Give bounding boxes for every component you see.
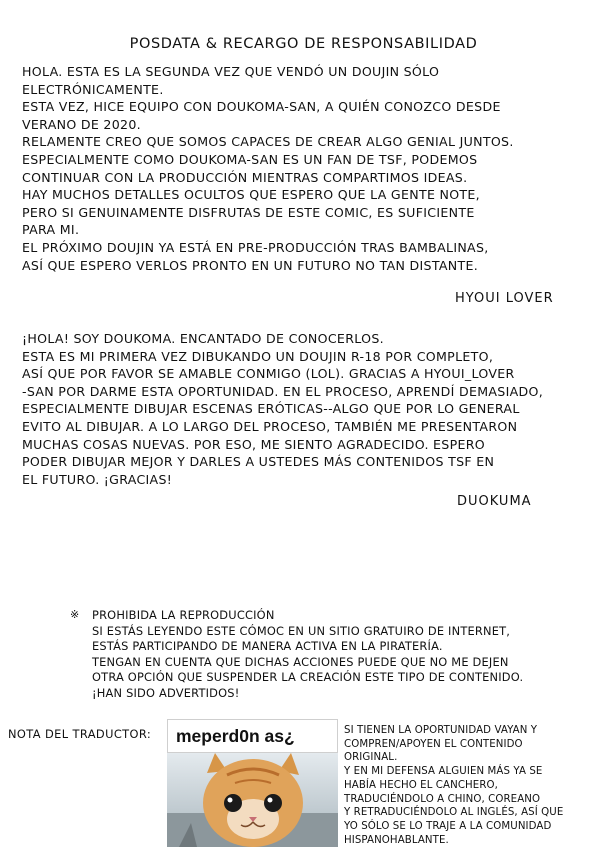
text-line: PARA MI. xyxy=(22,222,80,238)
text-line: ¡HAN SIDO ADVERTIDOS! xyxy=(92,685,240,700)
text-line: HOLA. ESTA ES LA SEGUNDA VEZ QUE VENDÓ UN DOUJIN SÓLO xyxy=(22,64,440,79)
text-line: Y RETRADUCIÉNDOLO AL INGLÉS, ASÍ QUE xyxy=(344,807,564,819)
notice-heading: PROHIBIDA LA REPRODUCCIÓN xyxy=(92,608,275,622)
reproduction-notice xyxy=(70,608,592,701)
text-line: EVITO AL DIBUJAR. A LO LARGO DEL PROCESO, TAMBIÉN ME PRESENTARON xyxy=(22,418,518,434)
text-line: SI TIENEN LA OPORTUNIDAD VAYAN Y xyxy=(344,725,538,736)
text-line: TRADUCIÉNDOLO A CHINO, COREANO xyxy=(344,793,541,805)
text-line: ASÍ QUE POR FAVOR SE AMABLE CONMIGO (LOL). GRACIAS A HYOUI_LOVER xyxy=(22,366,515,382)
meme-caption: meperd0n as¿ xyxy=(167,719,338,753)
text-line: ESPECIALMENTE DIBUJAR ESCENAS ERÓTICAS--ALGO QUE POR LO GENERAL xyxy=(22,401,520,417)
translator-note-text xyxy=(344,724,599,847)
text-line: YO SÓLO SE LO TRAJE A LA COMUNIDAD xyxy=(344,820,552,832)
text-line: PERO SI GENUINAMENTE DISFRUTAS DE ESTE COMIC, ES SUFICIENTE xyxy=(22,204,475,220)
text-line: TENGAN EN CUENTA QUE DICHAS ACCIONES PUEDE QUE NO ME DEJEN xyxy=(92,654,509,669)
text-line: HABÍA HECHO EL CANCHERO, xyxy=(344,779,498,791)
text-line: ESPECIALMENTE COMO DOUKOMA-SAN ES UN FAN DE TSF, PODEMOS xyxy=(22,151,478,167)
signature-hyoui-lover: HYOUI LOVER xyxy=(455,291,554,306)
text-line: VERANO DE 2020. xyxy=(22,116,141,132)
text-line: ESTA VEZ, HICE EQUIPO CON DOUKOMA-SAN, A QUIÉN CONOZCO DESDE xyxy=(22,99,501,115)
text-line: Y EN MI DEFENSA ALGUIEN MÁS YA SE xyxy=(344,766,543,778)
text-line: OTRA OPCIÓN QUE SUSPENDER LA CREACIÓN ESTE TIPO DE CONTENIDO. xyxy=(92,670,524,684)
text-line: HISPANOHABLANTE. xyxy=(344,834,449,846)
translator-note-label: NOTA DEL TRADUCTOR: xyxy=(8,727,152,741)
text-line: ¡HOLA! SOY DOUKOMA. ENCANTADO DE CONOCERLOS. xyxy=(22,331,384,346)
text-line: SI ESTÁS LEYENDO ESTE CÓMOC EN UN SITIO GRATUIRO DE INTERNET, xyxy=(92,623,511,638)
note-doukoma xyxy=(22,330,587,488)
cat-meme-image xyxy=(167,719,338,847)
text-line: ASÍ QUE ESPERO VERLOS PRONTO EN UN FUTURO NO TAN DISTANTE. xyxy=(22,257,479,273)
page-title: POSDATA & RECARGO DE RESPONSABILIDAD xyxy=(129,36,478,52)
text-line: HAY MUCHOS DETALLES OCULTOS QUE ESPERO QUE LA GENTE NOTE, xyxy=(22,187,480,203)
text-line: MUCHAS COSAS NUEVAS. POR ESO, ME SIENTO AGRADECIDO. ESPERO xyxy=(22,436,486,452)
signature-duokuma: DUOKUMA xyxy=(457,494,532,509)
text-line: ESTÁS PARTICIPANDO DE MANERA ACTIVA EN LA PIRATERÍA. xyxy=(92,639,443,653)
text-line: PODER DIBUJAR MEJOR Y DARLES A USTEDES MÁS CONTENIDOS TSF EN xyxy=(22,454,495,470)
text-line: RELAMENTE CREO QUE SOMOS CAPACES DE CREAR ALGO GENIAL JUNTOS. xyxy=(22,134,514,150)
text-line: ELECTRÓNICAMENTE. xyxy=(22,81,164,97)
note-hyoui-lover xyxy=(22,63,587,274)
cat-face-icon xyxy=(167,753,338,847)
text-line: EL FUTURO. ¡GRACIAS! xyxy=(22,471,173,487)
text-line: ORIGINAL. xyxy=(344,752,398,764)
reference-mark-icon: ※ xyxy=(70,608,80,621)
text-line: ESTA ES MI PRIMERA VEZ DIBUKANDO UN DOUJIN R-18 POR COMPLETO, xyxy=(22,348,494,364)
text-line: EL PRÓXIMO DOUJIN YA ESTÁ EN PRE-PRODUCCIÓN TRAS BAMBALINAS, xyxy=(22,239,489,255)
text-line: CONTINUAR CON LA PRODUCCIÓN MIENTRAS COMPARTIMOS IDEAS. xyxy=(22,169,468,185)
text-line: COMPREN/APOYEN EL CONTENIDO xyxy=(344,738,523,750)
text-line: -SAN POR DARME ESTA OPORTUNIDAD. EN EL PROCESO, APRENDÍ DEMASIADO, xyxy=(22,383,544,399)
